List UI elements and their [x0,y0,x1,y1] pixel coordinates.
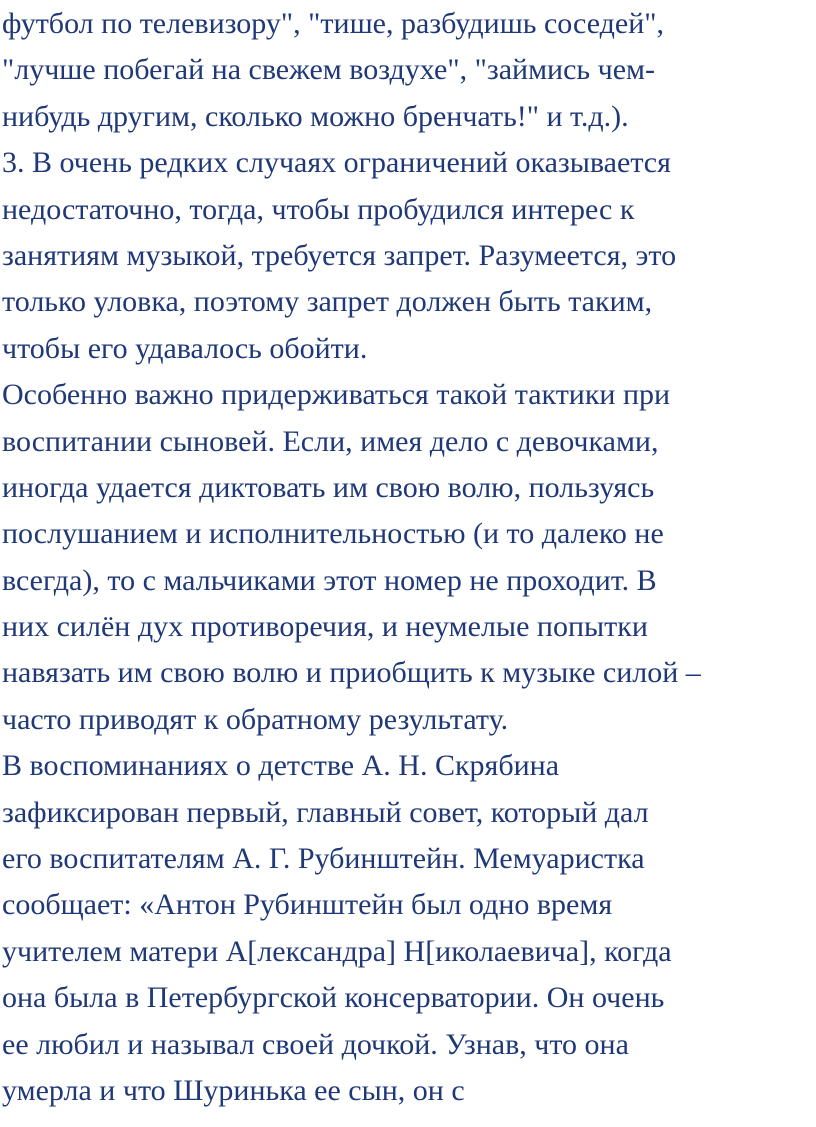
text-line: занятиям музыкой, требуется запрет. Разумеется, это [2,238,677,272]
text-line: ее любил и называл своей дочкой. Узнав, что она [2,1027,629,1061]
text-line: В воспоминаниях о детстве А. Н. Скрябина [2,749,560,783]
text-line: послушанием и исполнительностью (и то далеко не [2,517,664,551]
text-line: его воспитателям А. Г. Рубинштейн. Мемуаристка [2,842,645,876]
text-line: она была в Петербургской консерватории. Он очень [2,981,665,1015]
text-line: недостаточно, тогда, чтобы пробудился интерес к [2,192,635,226]
text-line: учителем матери А[лександра] Н[иколаевича], когда [2,934,672,968]
text-line: футбол по телевизору", "тише, разбудишь соседей", [2,7,665,40]
text-line: "лучше побегай на свежем воздухе", "займись чем- [2,53,655,87]
text-line: зафиксирован первый, главный совет, который дал [2,795,649,829]
text-line: иногда удается диктовать им свою волю, пользуясь [2,470,655,504]
text-line: 3. В очень редких случаях ограничений оказывается [2,146,671,180]
text-line: только уловка, поэтому запрет должен быть таким, [2,285,653,319]
text-line: них силён дух противоречия, и неумелые попытки [2,610,648,644]
text-line: всегда), то с мальчиками этот номер не проходит. В [2,563,657,597]
text-line: воспитании сыновей. Если, имея дело с девочками, [2,424,659,458]
text-line: умерла и что Шуринька ее сын, он с [2,1073,465,1107]
text-line: часто приводят к обратному результату. [2,702,509,736]
text-line: сообщает: «Антон Рубинштейн был одно время [2,888,613,922]
text-line: чтобы его удавалось обойти. [2,331,368,365]
text-line: навязать им свою волю и приобщить к музыке силой – [2,656,701,690]
body-text [2,1,814,1114]
text-line: нибудь другим, сколько можно бренчать!" и т.д.). [2,99,629,133]
text-line: Особенно важно придерживаться такой тактики при [2,378,671,412]
